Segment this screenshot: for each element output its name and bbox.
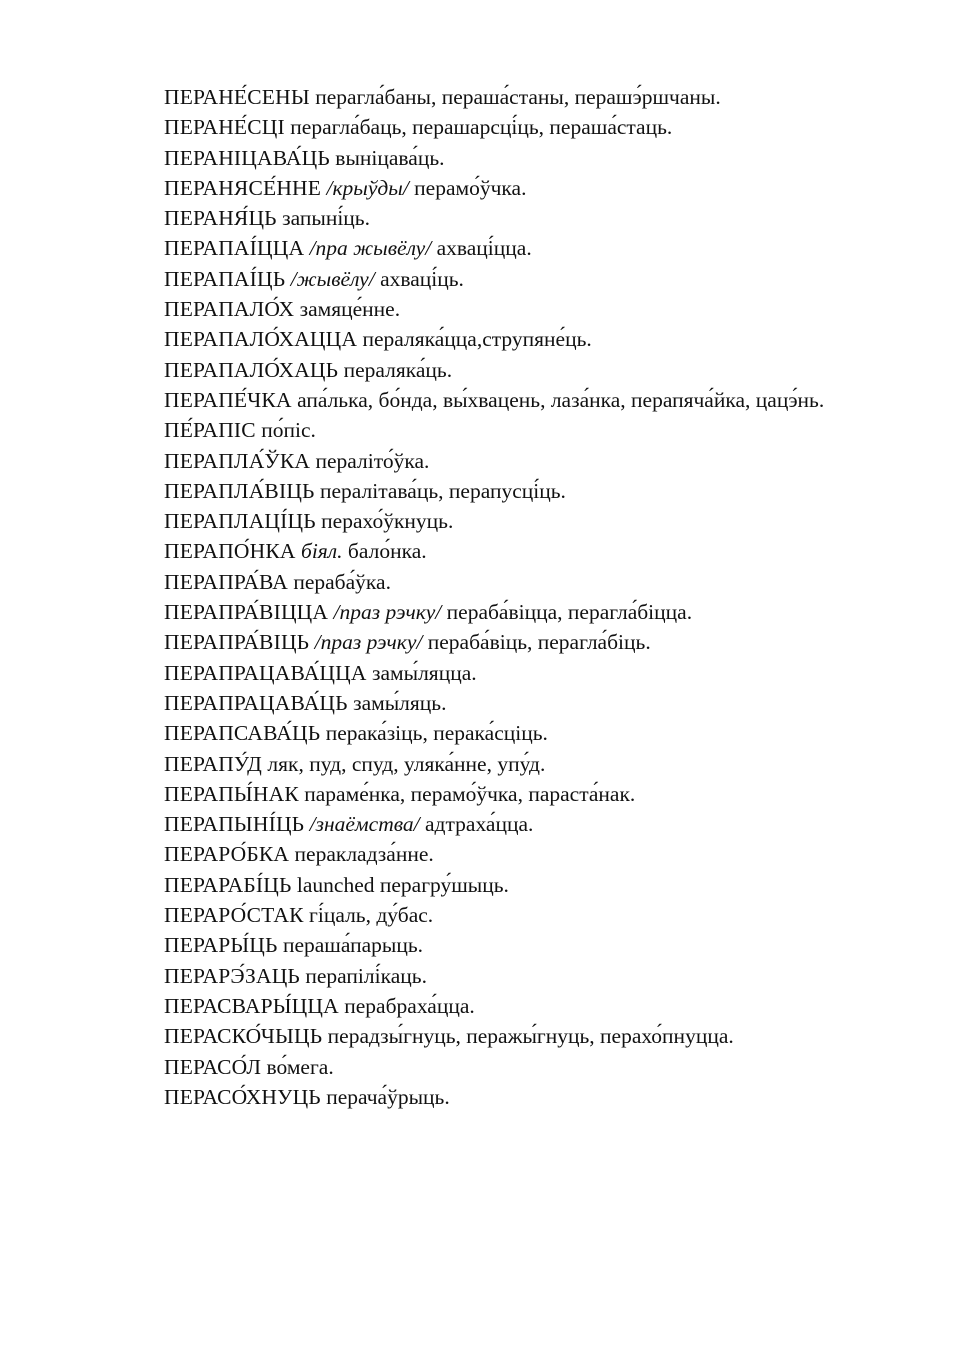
definition: пераба́віцца, перагла́біцца. <box>446 600 693 625</box>
dictionary-entry <box>117 506 847 536</box>
gloss: /жывёлу/ <box>290 266 375 291</box>
headword: ПЕРАСВАРЫ́ЦЦА <box>164 993 339 1018</box>
headword: ПЕРАПАІ́ЦЬ <box>164 266 286 291</box>
definition: пераляка́ць. <box>343 357 453 382</box>
headword: ПЕРАСО́ХНУЦЬ <box>164 1084 321 1109</box>
headword: ПЕРАПАЛО́ХАЦЦА <box>164 327 358 352</box>
definition: запыні́ць. <box>282 206 370 231</box>
headword: ПЕРАПАЛО́ХАЦЬ <box>164 357 339 382</box>
headword: ПЕРАПЕ́ЧКА <box>164 387 292 412</box>
headword: ПЕРАПУ́Д <box>164 751 263 776</box>
definition: пераляка́цца,струпяне́ць. <box>362 327 592 352</box>
gloss: /пра жывёлу/ <box>309 236 432 261</box>
definition: перакладза́нне. <box>294 842 434 867</box>
gloss: /крыўды/ <box>326 175 409 200</box>
dictionary-entry <box>117 900 847 930</box>
dictionary-entry <box>117 82 847 112</box>
definition: перабраха́цца. <box>344 993 475 1018</box>
definition: launched перагру́шыць. <box>296 872 509 897</box>
headword: ПЕРАНЕ́СЦІ <box>164 115 285 140</box>
definition: пераба́віць, перагла́біць. <box>427 630 651 655</box>
headword: ПЕРАРАБІ́ЦЬ <box>164 872 292 897</box>
dictionary-entry <box>117 143 847 173</box>
gloss: біял. <box>301 539 343 564</box>
headword: ПЕРАПАЛО́Х <box>164 297 295 322</box>
dictionary-entry <box>117 688 847 718</box>
dictionary-entry <box>117 446 847 476</box>
dictionary-entry <box>117 991 847 1021</box>
definition: пералітава́ць, перапусці́ць. <box>319 478 566 503</box>
definition: пераліто́ўка. <box>315 448 430 473</box>
headword: ПЕРАПО́НКА <box>164 539 296 564</box>
headword: ПЕРАПРАЦАВА́ЦЬ <box>164 690 348 715</box>
gloss: /знаёмства/ <box>309 812 420 837</box>
definition: перагла́баць, перашарсці́ць, пераша́стаць. <box>290 115 673 140</box>
dictionary-page <box>117 82 847 1112</box>
dictionary-entry <box>117 658 847 688</box>
dictionary-entry <box>117 203 847 233</box>
headword: ПЕРАПЫНІ́ЦЬ <box>164 812 305 837</box>
headword: ПЕРАРО́БКА <box>164 842 290 867</box>
definition: перапілі́каць. <box>305 963 427 988</box>
definition: апа́лька, бо́нда, вы́хвацень, лаза́нка, перапяча́йка, цацэ́нь. <box>297 387 825 412</box>
definition: перахо́ўкнуць. <box>321 509 454 534</box>
dictionary-entry <box>117 627 847 657</box>
headword: ПЕ́РАПІС <box>164 418 256 443</box>
headword: ПЕРАПРАЦАВА́ЦЦА <box>164 660 367 685</box>
definition: гі́цаль, ду́бас. <box>309 903 434 928</box>
definition: адтраха́цца. <box>425 812 534 837</box>
dictionary-entry <box>117 1082 847 1112</box>
dictionary-entry <box>117 1021 847 1051</box>
dictionary-entry <box>117 930 847 960</box>
definition: ахваці́цца. <box>436 236 532 261</box>
definition: ахваці́ць. <box>380 266 464 291</box>
dictionary-entry <box>117 294 847 324</box>
headword: ПЕРАПРА́ВІЦЬ <box>164 630 310 655</box>
dictionary-entry <box>117 567 847 597</box>
headword: ПЕРАПАІ́ЦЦА <box>164 236 305 261</box>
dictionary-entry <box>117 1052 847 1082</box>
definition: перамо́ўчка. <box>414 175 527 200</box>
definition: перака́зіць, перака́сціць. <box>325 721 548 746</box>
dictionary-entry <box>117 385 847 415</box>
headword: ПЕРАПСАВА́ЦЬ <box>164 721 321 746</box>
headword: ПЕРАПЛАЦІ́ЦЬ <box>164 509 316 534</box>
dictionary-entry <box>117 718 847 748</box>
headword: ПЕРАПЫ́НАК <box>164 781 299 806</box>
dictionary-entry <box>117 355 847 385</box>
definition: по́піс. <box>261 418 316 443</box>
definition: параме́нка, перамо́ўчка, параста́нак. <box>304 781 636 806</box>
dictionary-entry <box>117 870 847 900</box>
definition: замы́ляць. <box>353 690 447 715</box>
dictionary-entry <box>117 324 847 354</box>
dictionary-entry <box>117 233 847 263</box>
definition: замяце́нне. <box>299 297 401 322</box>
headword: ПЕРАСКО́ЧЫЦЬ <box>164 1024 323 1049</box>
dictionary-entry <box>117 839 847 869</box>
gloss: /праз рэчку/ <box>314 630 423 655</box>
headword: ПЕРАСО́Л <box>164 1054 262 1079</box>
headword: ПЕРАРЫ́ЦЬ <box>164 933 278 958</box>
definition: ляк, пуд, спуд, уляка́нне, упу́д. <box>267 751 546 776</box>
headword: ПЕРАНЕ́СЕНЫ <box>164 85 310 109</box>
dictionary-entry <box>117 961 847 991</box>
headword: ПЕРАПЛА́ЎКА <box>164 448 311 473</box>
dictionary-entry <box>117 779 847 809</box>
definition: бало́нка. <box>347 539 427 564</box>
definition: во́мега. <box>266 1054 334 1079</box>
dictionary-entry <box>117 809 847 839</box>
dictionary-entry <box>117 112 847 142</box>
dictionary-entry <box>117 597 847 627</box>
headword: ПЕРАНІЦАВА́ЦЬ <box>164 145 330 170</box>
definition: перача́ўрыць. <box>326 1084 450 1109</box>
gloss: /праз рэчку/ <box>333 600 442 625</box>
dictionary-entry <box>117 415 847 445</box>
headword: ПЕРАНЯ́ЦЬ <box>164 206 277 231</box>
definition: перадзы́гнуць, перажы́гнуць, перахо́пнуцца. <box>327 1024 734 1049</box>
headword: ПЕРАПЛА́ВІЦЬ <box>164 478 315 503</box>
headword: ПЕРАРЭ́ЗАЦЬ <box>164 963 300 988</box>
headword: ПЕРАПРА́ВІЦЦА <box>164 600 329 625</box>
dictionary-entry <box>117 173 847 203</box>
headword: ПЕРАПРА́ВА <box>164 569 288 594</box>
headword: ПЕРАНЯСЕ́ННЕ <box>164 175 322 200</box>
definition: замы́ляцца. <box>371 660 477 685</box>
definition: перагла́баны, пераша́станы, перашэ́ршчаны. <box>315 85 721 109</box>
definition: пераша́парыць. <box>282 933 424 958</box>
definition: пераба́ўка. <box>293 569 391 594</box>
dictionary-entry <box>117 749 847 779</box>
headword: ПЕРАРО́СТАК <box>164 903 304 928</box>
dictionary-entry <box>117 264 847 294</box>
dictionary-entry <box>117 476 847 506</box>
definition: выніцава́ць. <box>335 145 445 170</box>
dictionary-entry <box>117 536 847 566</box>
